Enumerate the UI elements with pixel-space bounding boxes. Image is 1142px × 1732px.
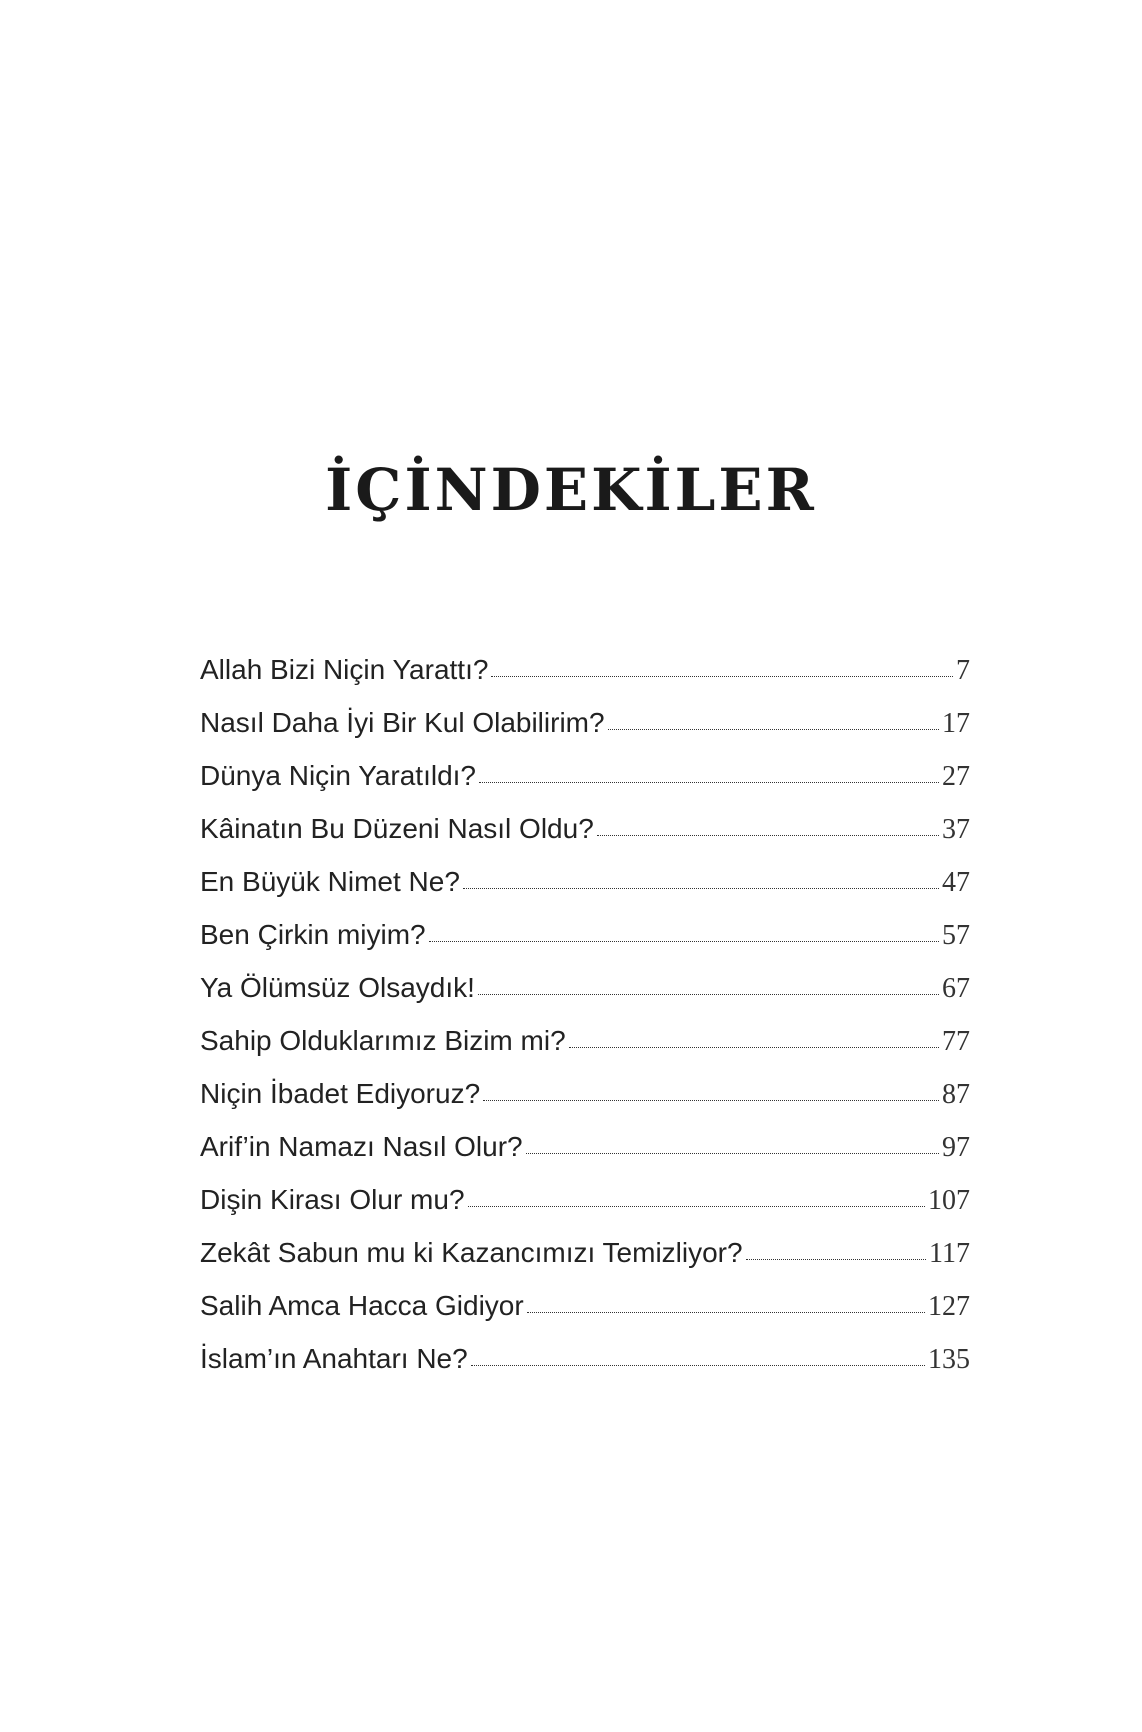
toc-entry [200,749,970,802]
toc-entry [200,908,970,961]
toc-entry [200,1014,970,1067]
dot-leader [491,676,953,677]
dot-leader [746,1259,926,1260]
dot-leader [471,1365,925,1366]
toc-entry-title: Allah Bizi Niçin Yarattı? [200,654,489,685]
toc-entry [200,1173,970,1226]
toc-entry [200,961,970,1014]
toc-page-number: 37 [942,814,970,845]
toc-entry-title: Ben Çirkin miyim? [200,919,426,950]
toc-page-number: 107 [928,1185,970,1216]
toc-entry-title: Nasıl Daha İyi Bir Kul Olabilirim? [200,707,605,738]
toc-entry [200,1279,970,1332]
dot-leader [526,1153,939,1154]
toc-entry-title: Arif’in Namazı Nasıl Olur? [200,1131,523,1162]
toc-entry-title: Dişin Kirası Olur mu? [200,1184,465,1215]
toc-page-number: 57 [942,920,970,951]
dot-leader [468,1206,925,1207]
toc-page-number: 17 [942,708,970,739]
dot-leader [478,994,939,995]
dot-leader [483,1100,939,1101]
toc-entry [200,1120,970,1173]
toc-page-number: 67 [942,973,970,1004]
toc-page-number: 135 [928,1344,970,1375]
toc-entry-title: En Büyük Nimet Ne? [200,866,460,897]
toc-entry-title: Sahip Olduklarımız Bizim mi? [200,1025,566,1056]
toc-page-number: 127 [928,1291,970,1322]
toc-entry [200,643,970,696]
toc-entry-title: Kâinatın Bu Düzeni Nasıl Oldu? [200,813,594,844]
toc-entry [200,1067,970,1120]
page-title: İÇİNDEKİLER [325,456,817,524]
toc-page-number: 87 [942,1079,970,1110]
dot-leader [479,782,939,783]
toc-entry [200,802,970,855]
toc-entry-title: Zekât Sabun mu ki Kazancımızı Temizliyor? [200,1237,743,1268]
toc-entry-title: Salih Amca Hacca Gidiyor [200,1290,524,1321]
dot-leader [527,1312,925,1313]
toc-entry-title: Niçin İbadet Ediyoruz? [200,1078,481,1109]
dot-leader [608,729,939,730]
toc-entry-title: İslam’ın Anahtarı Ne? [200,1343,468,1374]
toc-entry [200,696,970,749]
toc-entry [200,1226,970,1279]
toc-page-number: 47 [942,867,970,898]
dot-leader [597,835,939,836]
toc-entry [200,855,970,908]
toc-entry-title: Dünya Niçin Yaratıldı? [200,760,476,791]
toc-entry [200,1332,970,1385]
table-of-contents [200,643,970,1385]
dot-leader [429,941,939,942]
toc-page-number: 77 [942,1026,970,1057]
toc-page-number: 7 [956,655,970,686]
toc-page-number: 97 [942,1132,970,1163]
dot-leader [463,888,939,889]
toc-entry-title: Ya Ölümsüz Olsaydık! [200,972,475,1003]
toc-page-number: 27 [942,761,970,792]
dot-leader [569,1047,939,1048]
toc-page-number: 117 [929,1238,970,1269]
